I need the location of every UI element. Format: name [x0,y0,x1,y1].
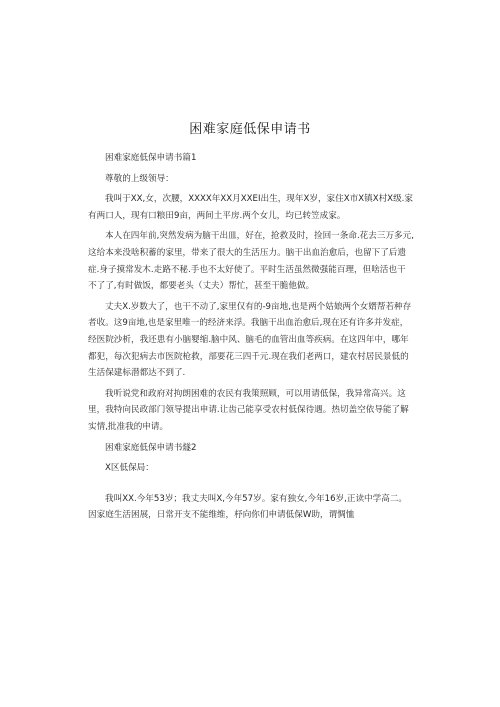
document-body [88,150,414,524]
salutation-1: 尊敬的上级领导： [105,173,174,184]
section-2-heading: 困难家庭低保申请书燧2 [105,442,197,453]
paragraph-1-4: 我听说党和政府对拘朗困难的农民有我策照顾，可以用请低保，我异常高兴。这里，我特向民政部门领导提出申请.让齿己能享受农村低保待遇。热切盖空依导能了解实情,批准我的申请。 [88,388,409,432]
paragraph-1-3: 丈夫X.岁数大了，也干不动了,家里仅有的-9亩地,也是两个姑娘两个女婿帮若种存者收。这9亩地,也是家里唯一的经济来浮。我脑干出血治愈后,现在还有许多并发症，经医院沙析，我还患有小脑婴缩.脑中风、脑毛的血管出血等疾病。在这四年中，哪年都犯，每次犯病去市医院枪救，部要花三四千元.现在我们老两口，建农村居民景低的生活保建标潜都达不到了. [88,301,412,379]
paragraph-2-1: 我叫XX.今年53岁；我丈夫叫X,今年57岁。家有独女,今年16岁,正读中学高二。因家庭生活困展，日常开支不能维维，杼向你们申请低保W助，谓惆恤 [88,493,408,521]
paragraph-1-1: 我叫于XX,女，次腰，XXXX年XX月XXEI出生，现年X岁，家住X市X镇X村X级.家有两口人，现有口粮田9亩，两间土平房.两个女儿，均已转笠成家。 [88,194,413,221]
paragraph-1-2: 本人在四年前,突然发病为脑干出皿，好在，抢救及时，捡回一条命.花去三万多元,这给本来没啥积蓄的家里，带来了很大的生活压力。脑干出血治愈后，也留下了后遗症.身子摸常发木.走路不秘.手也不太好使了。平时生活虽然微强能百理，但啥活也干不了了,有时做饭，都要老头（丈夫）帮忙，甚至干脆他做。 [88,231,414,292]
section-1-heading: 困难家庭低保申请书篇1 [105,153,197,163]
salutation-2: X区低保局： [105,463,154,474]
document-title: 困难家庭低保申请书 [189,122,311,137]
